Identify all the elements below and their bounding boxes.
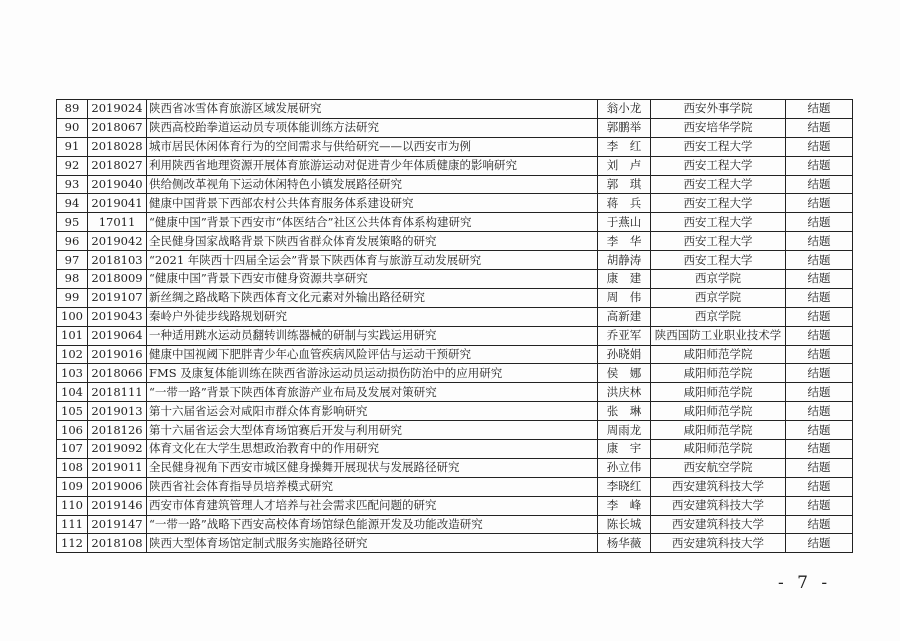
row-number-cell: 109	[57, 477, 88, 496]
project-leader-cell: 孙立伟	[598, 458, 651, 477]
institution-cell: 西京学院	[651, 307, 786, 326]
table-row	[57, 118, 853, 137]
institution-cell: 咸阳师范学院	[651, 364, 786, 383]
project-id-cell: 2018009	[88, 270, 147, 289]
table-row	[57, 100, 853, 119]
table-row	[57, 345, 853, 364]
project-id-cell: 2019147	[88, 515, 147, 534]
row-number-cell: 97	[57, 251, 88, 270]
project-leader-cell: 陈长城	[598, 515, 651, 534]
project-title-cell: 体育文化在大学生思想政治教育中的作用研究	[147, 440, 598, 459]
results-table	[56, 99, 853, 553]
institution-cell: 西安培华学院	[651, 118, 786, 137]
status-cell: 结题	[786, 383, 853, 402]
project-title-cell: 陕西省冰雪体育旅游区域发展研究	[147, 100, 598, 119]
project-title-cell: 第十六届省运会对咸阳市群众体育影响研究	[147, 402, 598, 421]
table-row	[57, 515, 853, 534]
project-leader-cell: 胡静涛	[598, 251, 651, 270]
table-row	[57, 383, 853, 402]
institution-cell: 西安建筑科技大学	[651, 477, 786, 496]
project-title-cell: “健康中国”背景下西安市“体医结合”社区公共体育体系构建研究	[147, 213, 598, 232]
row-number-cell: 103	[57, 364, 88, 383]
row-number-cell: 93	[57, 175, 88, 194]
project-leader-cell: 乔亚军	[598, 326, 651, 345]
project-id-cell: 2019040	[88, 175, 147, 194]
project-title-cell: “一带一路”战略下西安高校体育场馆绿色能源开发及功能改造研究	[147, 515, 598, 534]
table-row	[57, 194, 853, 213]
project-id-cell: 2019024	[88, 100, 147, 119]
project-title-cell: 陕西高校跆拳道运动员专项体能训练方法研究	[147, 118, 598, 137]
row-number-cell: 91	[57, 137, 88, 156]
project-title-cell: 全民健身视角下西安市城区健身操舞开展现状与发展路径研究	[147, 458, 598, 477]
row-number-cell: 96	[57, 232, 88, 251]
project-title-cell: 陕西大型体育场馆定制式服务实施路径研究	[147, 534, 598, 553]
row-number-cell: 105	[57, 402, 88, 421]
project-title-cell: 全民健身国家战略背景下陕西省群众体育发展策略的研究	[147, 232, 598, 251]
project-leader-cell: 张 琳	[598, 402, 651, 421]
project-id-cell: 17011	[88, 213, 147, 232]
project-title-cell: “2021 年陕西十四届全运会”背景下陕西体育与旅游互动发展研究	[147, 251, 598, 270]
table-row	[57, 175, 853, 194]
project-leader-cell: 康 宇	[598, 440, 651, 459]
institution-cell: 西安工程大学	[651, 213, 786, 232]
project-id-cell: 2018126	[88, 421, 147, 440]
table-row	[57, 232, 853, 251]
institution-cell: 西安工程大学	[651, 156, 786, 175]
table-row	[57, 496, 853, 515]
page-number: - 7 -	[778, 573, 832, 593]
project-leader-cell: 刘 卢	[598, 156, 651, 175]
project-title-cell: 一种适用跳水运动员翻转训练器械的研制与实践运用研究	[147, 326, 598, 345]
row-number-cell: 107	[57, 440, 88, 459]
project-title-cell: 陕西省社会体育指导员培养模式研究	[147, 477, 598, 496]
row-number-cell: 106	[57, 421, 88, 440]
institution-cell: 西安建筑科技大学	[651, 515, 786, 534]
project-title-cell: 秦岭户外徒步线路规划研究	[147, 307, 598, 326]
project-leader-cell: 侯 娜	[598, 364, 651, 383]
project-id-cell: 2018103	[88, 251, 147, 270]
institution-cell: 咸阳师范学院	[651, 440, 786, 459]
table-row	[57, 440, 853, 459]
project-leader-cell: 杨华薇	[598, 534, 651, 553]
project-title-cell: “一带一路”背景下陕西体育旅游产业布局及发展对策研究	[147, 383, 598, 402]
institution-cell: 西安工程大学	[651, 175, 786, 194]
status-cell: 结题	[786, 402, 853, 421]
project-title-cell: 西安市体育建筑管理人才培养与社会需求匹配问题的研究	[147, 496, 598, 515]
status-cell: 结题	[786, 440, 853, 459]
institution-cell: 西安建筑科技大学	[651, 496, 786, 515]
project-leader-cell: 周雨龙	[598, 421, 651, 440]
project-title-cell: 供给侧改革视角下运动休闲特色小镇发展路径研究	[147, 175, 598, 194]
project-id-cell: 2018066	[88, 364, 147, 383]
project-title-cell: 新丝绸之路战略下陕西体育文化元素对外输出路径研究	[147, 288, 598, 307]
project-id-cell: 2019043	[88, 307, 147, 326]
row-number-cell: 104	[57, 383, 88, 402]
institution-cell: 陕西国防工业职业技术学	[651, 326, 786, 345]
row-number-cell: 98	[57, 270, 88, 289]
table-row	[57, 213, 853, 232]
project-id-cell: 2019092	[88, 440, 147, 459]
table-row	[57, 307, 853, 326]
project-leader-cell: 于燕山	[598, 213, 651, 232]
project-id-cell: 2019064	[88, 326, 147, 345]
status-cell: 结题	[786, 364, 853, 383]
status-cell: 结题	[786, 213, 853, 232]
project-id-cell: 2018111	[88, 383, 147, 402]
project-id-cell: 2019042	[88, 232, 147, 251]
row-number-cell: 102	[57, 345, 88, 364]
project-leader-cell: 洪庆林	[598, 383, 651, 402]
row-number-cell: 100	[57, 307, 88, 326]
row-number-cell: 99	[57, 288, 88, 307]
project-leader-cell: 李 红	[598, 137, 651, 156]
status-cell: 结题	[786, 345, 853, 364]
status-cell: 结题	[786, 515, 853, 534]
project-id-cell: 2019013	[88, 402, 147, 421]
project-leader-cell: 孙晓娟	[598, 345, 651, 364]
project-id-cell: 2018028	[88, 137, 147, 156]
project-leader-cell: 翁小龙	[598, 100, 651, 119]
status-cell: 结题	[786, 194, 853, 213]
project-leader-cell: 李晓红	[598, 477, 651, 496]
row-number-cell: 108	[57, 458, 88, 477]
project-leader-cell: 李 华	[598, 232, 651, 251]
row-number-cell: 110	[57, 496, 88, 515]
status-cell: 结题	[786, 156, 853, 175]
table-row	[57, 326, 853, 345]
project-leader-cell: 蒋 兵	[598, 194, 651, 213]
status-cell: 结题	[786, 307, 853, 326]
status-cell: 结题	[786, 534, 853, 553]
institution-cell: 西安工程大学	[651, 137, 786, 156]
project-id-cell: 2018108	[88, 534, 147, 553]
status-cell: 结题	[786, 270, 853, 289]
table-row	[57, 251, 853, 270]
project-title-cell: 健康中国视阈下肥胖青少年心血管疾病风险评估与运动干预研究	[147, 345, 598, 364]
project-leader-cell: 康 建	[598, 270, 651, 289]
institution-cell: 西安工程大学	[651, 232, 786, 251]
institution-cell: 咸阳师范学院	[651, 421, 786, 440]
status-cell: 结题	[786, 477, 853, 496]
row-number-cell: 94	[57, 194, 88, 213]
status-cell: 结题	[786, 137, 853, 156]
institution-cell: 西安工程大学	[651, 194, 786, 213]
row-number-cell: 101	[57, 326, 88, 345]
row-number-cell: 95	[57, 213, 88, 232]
status-cell: 结题	[786, 251, 853, 270]
institution-cell: 咸阳师范学院	[651, 383, 786, 402]
table-row	[57, 421, 853, 440]
institution-cell: 西安工程大学	[651, 251, 786, 270]
institution-cell: 西安建筑科技大学	[651, 534, 786, 553]
row-number-cell: 112	[57, 534, 88, 553]
institution-cell: 西安航空学院	[651, 458, 786, 477]
project-id-cell: 2019041	[88, 194, 147, 213]
project-title-cell: FMS 及康复体能训练在陕西省游泳运动员运动损伤防治中的应用研究	[147, 364, 598, 383]
table-row	[57, 364, 853, 383]
project-id-cell: 2019146	[88, 496, 147, 515]
status-cell: 结题	[786, 100, 853, 119]
institution-cell: 咸阳师范学院	[651, 402, 786, 421]
project-id-cell: 2019011	[88, 458, 147, 477]
row-number-cell: 111	[57, 515, 88, 534]
project-title-cell: 利用陕西省地理资源开展体育旅游运动对促进青少年体质健康的影响研究	[147, 156, 598, 175]
table-row	[57, 458, 853, 477]
row-number-cell: 92	[57, 156, 88, 175]
table-row	[57, 402, 853, 421]
institution-cell: 西京学院	[651, 288, 786, 307]
table-row	[57, 534, 853, 553]
institution-cell: 西京学院	[651, 270, 786, 289]
project-leader-cell: 郭 琪	[598, 175, 651, 194]
results-table-body	[57, 100, 853, 553]
project-leader-cell: 周 伟	[598, 288, 651, 307]
institution-cell: 西安外事学院	[651, 100, 786, 119]
status-cell: 结题	[786, 232, 853, 251]
project-title-cell: 第十六届省运会大型体育场馆赛后开发与利用研究	[147, 421, 598, 440]
project-title-cell: 健康中国背景下西部农村公共体育服务体系建设研究	[147, 194, 598, 213]
status-cell: 结题	[786, 175, 853, 194]
table-row	[57, 477, 853, 496]
institution-cell: 咸阳师范学院	[651, 345, 786, 364]
status-cell: 结题	[786, 326, 853, 345]
table-row	[57, 288, 853, 307]
project-leader-cell: 高新建	[598, 307, 651, 326]
table-row	[57, 137, 853, 156]
project-leader-cell: 李 峰	[598, 496, 651, 515]
project-id-cell: 2018027	[88, 156, 147, 175]
table-row	[57, 270, 853, 289]
status-cell: 结题	[786, 458, 853, 477]
project-leader-cell: 郭鹏举	[598, 118, 651, 137]
status-cell: 结题	[786, 288, 853, 307]
table-row	[57, 156, 853, 175]
status-cell: 结题	[786, 118, 853, 137]
row-number-cell: 90	[57, 118, 88, 137]
project-id-cell: 2019107	[88, 288, 147, 307]
project-id-cell: 2019016	[88, 345, 147, 364]
project-id-cell: 2018067	[88, 118, 147, 137]
project-id-cell: 2019006	[88, 477, 147, 496]
status-cell: 结题	[786, 421, 853, 440]
project-title-cell: “健康中国”背景下西安市健身资源共享研究	[147, 270, 598, 289]
row-number-cell: 89	[57, 100, 88, 119]
project-title-cell: 城市居民休闲体育行为的空间需求与供给研究——以西安市为例	[147, 137, 598, 156]
status-cell: 结题	[786, 496, 853, 515]
